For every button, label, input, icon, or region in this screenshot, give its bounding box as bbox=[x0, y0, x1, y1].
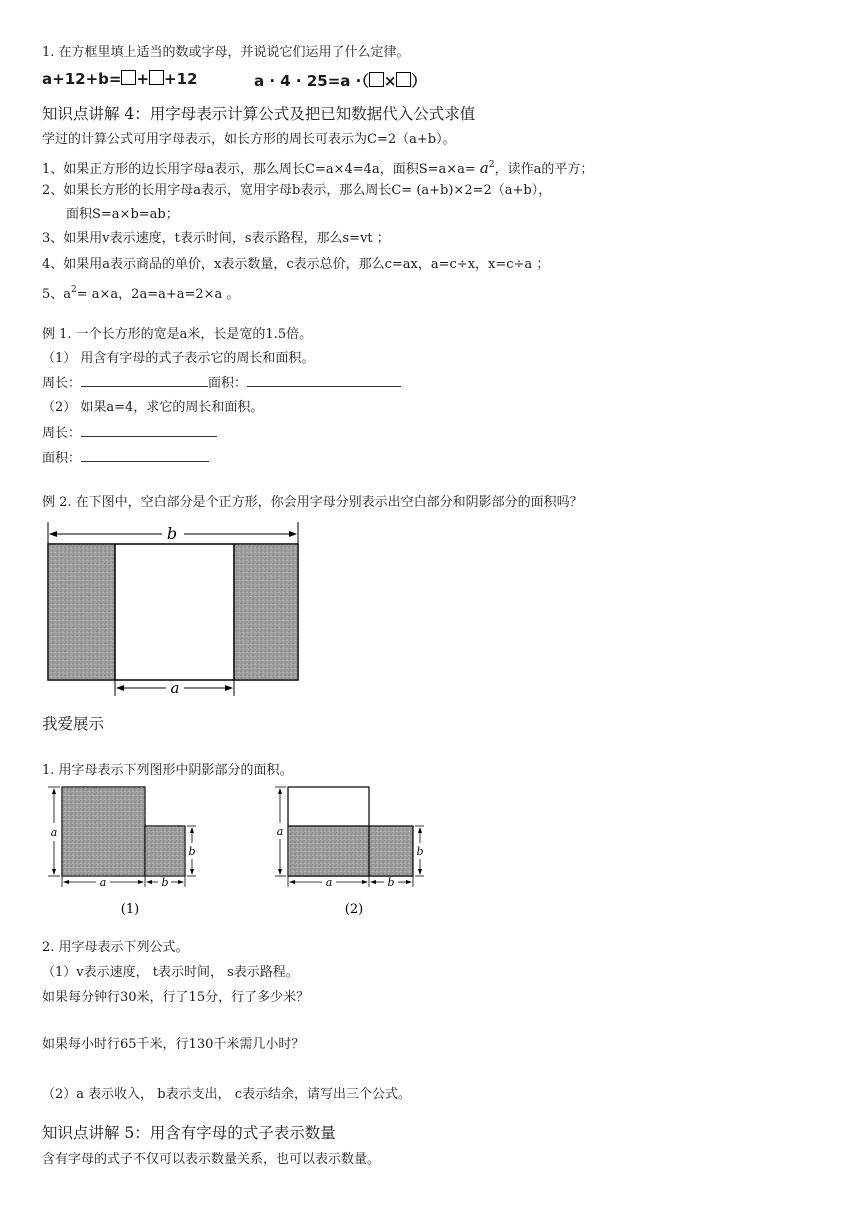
label-a: a bbox=[99, 876, 107, 889]
question-1-intro: 1. 在方框里填上适当的数或字母，并说说它们运用了什么定律。 bbox=[42, 45, 410, 60]
answer-box[interactable] bbox=[369, 72, 384, 87]
figure-2-caption: (2) bbox=[344, 902, 364, 917]
label-a: a bbox=[50, 826, 58, 839]
arrow-down-icon bbox=[418, 869, 422, 875]
arrow-right-icon bbox=[289, 531, 297, 537]
perimeter-label: 周长： bbox=[42, 376, 82, 391]
shaded-texture-right bbox=[234, 545, 297, 679]
perimeter-blank[interactable] bbox=[81, 424, 217, 437]
kp4-item-4: 4、如果用a表示商品的单价，x表示数量，c表示总价，那么c=ax，a=c÷x，x=c÷a ； bbox=[42, 257, 550, 272]
show-question-2-q1: 如果每分钟行30米，行了15分，行了多少米？ bbox=[42, 990, 310, 1005]
perimeter-label: 周长： bbox=[42, 426, 82, 441]
kp4-title: 知识点讲解 4：用字母表示计算公式及把已知数据代入公式求值 bbox=[42, 105, 476, 123]
arrow-right-icon bbox=[362, 880, 368, 884]
arrow-up-icon bbox=[190, 827, 194, 833]
example-1-part-1: （1） 用含有字母的式子表示它的周长和面积。 bbox=[42, 351, 315, 366]
example-1-area-row bbox=[42, 449, 209, 468]
label-b: b bbox=[166, 524, 178, 543]
show-question-1: 1. 用字母表示下列图形中阴影部分的面积。 bbox=[42, 763, 293, 778]
show-question-2: 2. 用字母表示下列公式。 bbox=[42, 940, 189, 955]
shaded-texture-left bbox=[49, 545, 115, 679]
area-blank[interactable] bbox=[247, 374, 401, 387]
label-a: a bbox=[276, 825, 284, 838]
kp4-item-1 bbox=[42, 156, 593, 179]
formula-commutative bbox=[42, 70, 197, 88]
arrow-down-icon bbox=[52, 869, 56, 875]
example-1-title: 例 1. 一个长方形的宽是a米，长是宽的1.5倍。 bbox=[42, 327, 313, 342]
formula-2-times: × bbox=[383, 72, 397, 90]
example-1-answer-row bbox=[42, 374, 401, 393]
example-2-title: 例 2. 在下图中，空白部分是个正方形，你会用字母分别表示出空白部分和阴影部分的面积吗？ bbox=[42, 495, 583, 510]
arrow-left-icon bbox=[370, 880, 376, 884]
shaded-texture bbox=[62, 787, 145, 876]
arrow-left-icon bbox=[116, 685, 124, 691]
arrow-right-icon bbox=[138, 880, 144, 884]
area-blank[interactable] bbox=[81, 449, 209, 462]
arrow-down-icon bbox=[278, 869, 282, 875]
figure-2 bbox=[274, 785, 424, 920]
kp4-item-1-text: 1、如果正方形的边长用字母a表示，那么周长C=a×4=4a，面积S=a×a= bbox=[42, 162, 476, 177]
shaded-texture bbox=[289, 826, 413, 875]
kp4-item-1-tail: ，读作a的平方； bbox=[494, 162, 594, 177]
figure-1 bbox=[46, 785, 196, 920]
label-b: b bbox=[387, 876, 395, 889]
kp5-title: 知识点讲解 5：用含有字母的式子表示数量 bbox=[42, 1124, 336, 1142]
arrow-down-icon bbox=[190, 869, 194, 875]
show-section-title: 我爱展示 bbox=[42, 715, 105, 733]
kp4-item-5-text: 5、a bbox=[42, 287, 72, 302]
answer-box[interactable] bbox=[121, 70, 136, 85]
label-b: b bbox=[161, 876, 169, 889]
kp4-item-5 bbox=[42, 281, 239, 304]
figure-1-caption: (1) bbox=[120, 902, 140, 917]
kp5-text: 含有字母的式子不仅可以表示数量关系，也可以表示数量。 bbox=[42, 1152, 381, 1167]
formula-associative bbox=[254, 70, 426, 91]
kp4-item-3: 3、如果用v表示速度，t表示时间，s表示路程，那么s=vt ； bbox=[42, 231, 390, 246]
arrow-up-icon bbox=[418, 827, 422, 833]
example-1-perimeter-row bbox=[42, 424, 217, 443]
arrow-up-icon bbox=[278, 788, 282, 794]
label-a: a bbox=[325, 876, 333, 889]
arrow-right-icon bbox=[406, 880, 412, 884]
perimeter-blank[interactable] bbox=[81, 374, 208, 387]
formula-1-right: +12 bbox=[164, 70, 198, 88]
label-a: a bbox=[170, 679, 180, 697]
kp4-item-5-tail: = a×a，2a=a+a=2×a 。 bbox=[76, 287, 240, 302]
arrow-right-icon bbox=[178, 880, 184, 884]
area-label: 面积： bbox=[208, 376, 248, 391]
kp4-intro: 学过的计算公式可用字母表示，如长方形的周长可表示为C=2（a+b）。 bbox=[42, 132, 456, 147]
area-label: 面积： bbox=[42, 451, 82, 466]
kp4-item-2-area: 面积S=a×b=ab； bbox=[66, 207, 179, 222]
arrow-left-icon bbox=[289, 880, 295, 884]
kp4-item-1-exp: 2 bbox=[488, 160, 495, 170]
answer-box[interactable] bbox=[149, 70, 164, 85]
show-question-2-q2: 如果每小时行65千米，行130千米需几小时？ bbox=[42, 1037, 305, 1052]
example-2-figure bbox=[44, 522, 304, 702]
kp4-item-5-exp: 2 bbox=[71, 285, 77, 295]
arrow-left-icon bbox=[63, 880, 69, 884]
show-question-2-part-2: （2）a 表示收入， b表示支出， c表示结余，请写出三个公式。 bbox=[42, 1087, 412, 1102]
arrow-left-icon bbox=[49, 531, 57, 537]
formula-2-left: a · 4 · 25=a ·（ bbox=[254, 72, 369, 90]
kp4-item-1-var: a bbox=[479, 159, 489, 177]
arrow-right-icon bbox=[225, 685, 233, 691]
arrow-up-icon bbox=[52, 788, 56, 794]
label-b: b bbox=[188, 845, 196, 858]
formula-2-right: ） bbox=[411, 72, 427, 90]
label-b: b bbox=[416, 845, 424, 858]
example-1-part-2: （2） 如果a=4，求它的周长和面积。 bbox=[42, 400, 264, 415]
answer-box[interactable] bbox=[396, 72, 411, 87]
kp4-item-2: 2、如果长方形的长用字母a表示，宽用字母b表示，那么周长C= (a+b)×2=2（a+b）， bbox=[42, 183, 552, 198]
show-question-2-part-1: （1）v表示速度， t表示时间， s表示路程。 bbox=[42, 965, 299, 980]
formula-1-left: a+12+b= bbox=[42, 70, 122, 88]
shaded-texture bbox=[145, 826, 185, 876]
formula-1-plus: + bbox=[136, 70, 150, 88]
arrow-left-icon bbox=[146, 880, 152, 884]
